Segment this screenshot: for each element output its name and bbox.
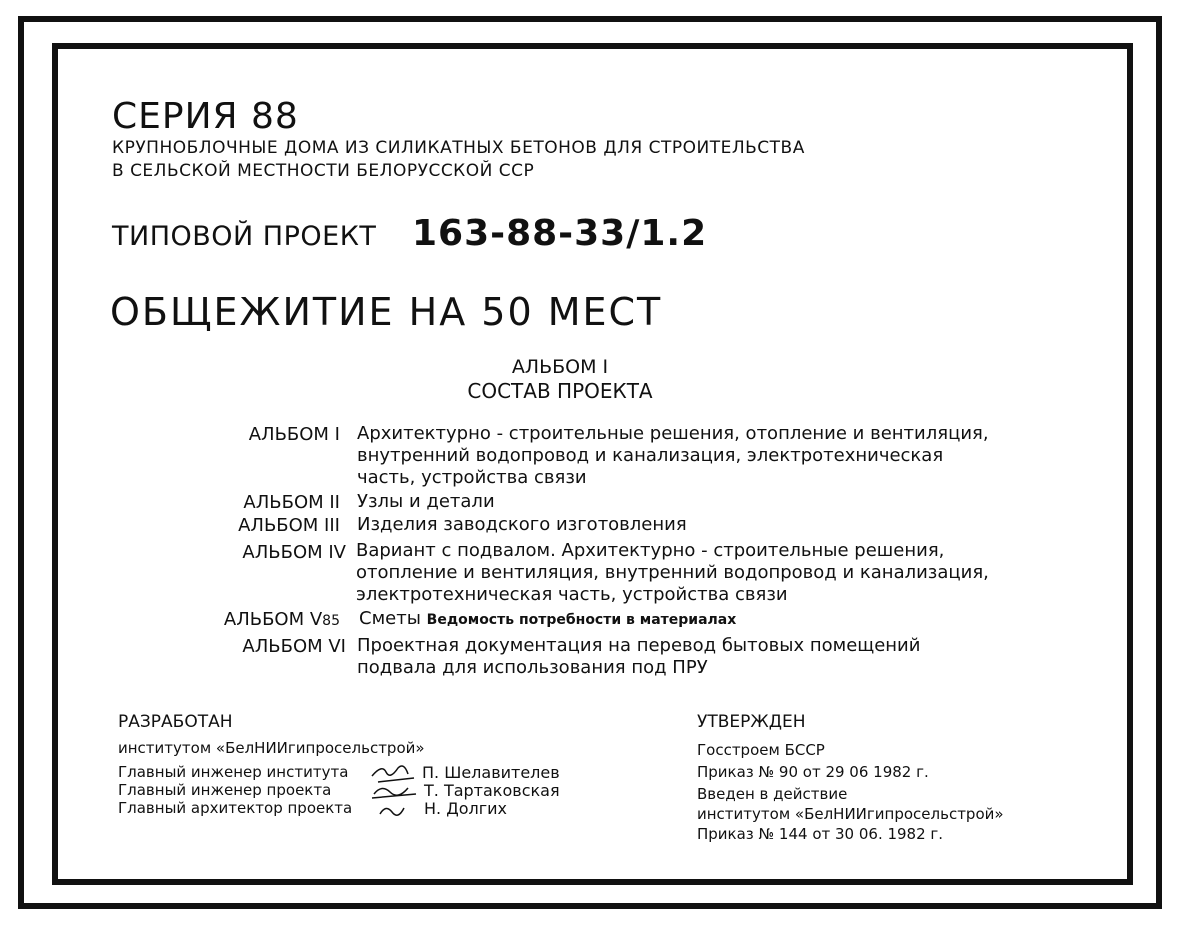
approved-line: Приказ № 144 от 30 06. 1982 г. — [697, 825, 944, 843]
album-label: АЛЬБОМ V85 — [223, 609, 340, 630]
album-label: АЛЬБОМ VI — [242, 636, 346, 657]
handwritten-signatures — [368, 758, 423, 820]
album-description-line: Узлы и детали — [357, 491, 495, 512]
signature-name: Т. Тартаковская — [424, 781, 560, 800]
approved-line: Госстроем БССР — [697, 741, 825, 759]
materials-statement: Ведомость потребности в материалах — [426, 612, 737, 628]
approved-line: Введен в действие — [697, 785, 848, 803]
series-subtitle-line-1: КРУПНОБЛОЧНЫЕ ДОМА ИЗ СИЛИКАТНЫХ БЕТОНОВ ДЛЯ СТРОИТЕЛЬСТВА — [112, 138, 805, 158]
album-header: АЛЬБОМ I — [511, 356, 609, 378]
signature-role: Главный инженер института — [118, 763, 349, 781]
composition-header: СОСТАВ ПРОЕКТА — [467, 379, 653, 403]
series-subtitle-line-2: В СЕЛЬСКОЙ МЕСТНОСТИ БЕЛОРУССКОЙ ССР — [112, 161, 535, 181]
album-description-line: Вариант с подвалом. Архитектурно - строительные решения, — [356, 540, 945, 561]
signature-name: П. Шелавителев — [422, 763, 560, 782]
series-title: СЕРИЯ 88 — [112, 96, 299, 137]
album-description — [357, 635, 920, 679]
album-description-line: часть, устройства связи — [357, 467, 587, 488]
album-description — [359, 608, 736, 631]
signature-role: Главный архитектор проекта — [118, 799, 353, 817]
album-description-line: Проектная документация на перевод бытовых помещений — [357, 635, 921, 656]
developed-institute: институтом «БелНИИгипросельстрой» — [118, 739, 425, 757]
album-description-line: подвала для использования под ПРУ — [357, 657, 708, 678]
developed-heading: РАЗРАБОТАН — [118, 712, 233, 732]
album-description — [357, 423, 989, 489]
approved-heading: УТВЕРЖДЕН — [697, 712, 806, 732]
album-description-line: электротехническая часть, устройства связи — [356, 584, 788, 605]
album-description — [356, 540, 989, 606]
album-label: АЛЬБОМ II — [243, 492, 340, 513]
album-description-line: Архитектурно - строительные решения, отопление и вентиляция, — [357, 423, 989, 444]
album-description-line: отопление и вентиляция, внутренний водопровод и канализация, — [356, 562, 989, 583]
album-label: АЛЬБОМ IV — [242, 542, 346, 563]
signature-name: Н. Долгих — [424, 799, 507, 818]
approved-line: Приказ № 90 от 29 06 1982 г. — [697, 763, 929, 781]
object-title: ОБЩЕЖИТИЕ НА 50 МЕСТ — [110, 290, 663, 334]
album-label: АЛЬБОМ I — [248, 424, 340, 445]
album-description-line: Изделия заводского изготовления — [357, 514, 687, 535]
project-label: ТИПОВОЙ ПРОЕКТ — [112, 221, 377, 252]
approved-line: институтом «БелНИИгипросельстрой» — [697, 805, 1004, 823]
album-description-line: Сметы — [359, 608, 421, 629]
album-description-line: внутренний водопровод и канализация, электротехническая — [357, 445, 944, 466]
signature-role: Главный инженер проекта — [118, 781, 332, 799]
album-mark: 85 — [322, 613, 340, 629]
project-code: 163-88-33/1.2 — [412, 213, 708, 254]
album-label: АЛЬБОМ III — [238, 515, 340, 536]
